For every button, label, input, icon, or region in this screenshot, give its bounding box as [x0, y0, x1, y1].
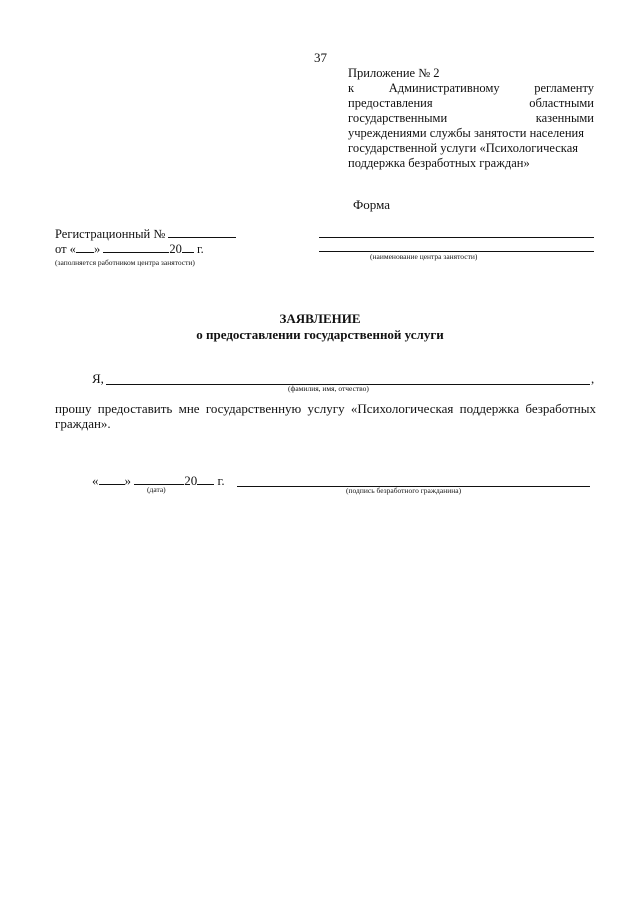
applicant-prefix: Я, — [92, 371, 104, 386]
appendix-line-3 — [348, 111, 594, 126]
registration-label: Регистрационный № — [55, 227, 166, 241]
date-close-quote: » — [93, 242, 101, 256]
registration-year-field[interactable] — [182, 241, 194, 253]
date-caption: (дата) — [147, 485, 166, 494]
appendix-title: Приложение № 2 — [348, 66, 440, 80]
registration-day-field[interactable] — [76, 241, 94, 253]
year-suffix: г. — [196, 242, 204, 256]
appendix-line-5: государственной услуги «Психологическая — [348, 141, 578, 155]
org-name-caption: (наименование центра занятости) — [370, 252, 478, 261]
request-text: прошу предоставить мне государственную услугу «Психологическая поддержка безработных граждан». — [55, 401, 596, 431]
date-close-quote: » — [124, 473, 131, 488]
signature-month-field[interactable] — [134, 473, 184, 485]
registration-block — [55, 226, 236, 270]
year-prefix: 20 — [184, 473, 198, 488]
appendix-word: регламенту — [534, 81, 594, 95]
registration-month-field[interactable] — [103, 241, 169, 253]
page-number: 37 — [314, 50, 327, 65]
applicant-name-caption: (фамилия, имя, отчество) — [288, 384, 369, 393]
appendix-word: областными — [529, 96, 594, 110]
appendix-header — [348, 66, 594, 171]
signature-day-field[interactable] — [99, 473, 125, 485]
appendix-word: казенными — [535, 111, 594, 125]
appendix-line-6: поддержка безработных граждан» — [348, 156, 530, 170]
appendix-word: предоставления — [348, 96, 433, 110]
appendix-line-1 — [348, 81, 594, 96]
signature-year-field[interactable] — [197, 473, 214, 485]
registration-number-row — [55, 226, 236, 241]
appendix-word: государственными — [348, 111, 448, 125]
appendix-line-4: учреждениями службы занятости населения — [348, 126, 584, 140]
appendix-line-2 — [348, 96, 594, 111]
document-title: ЗАЯВЛЕНИЕ — [279, 311, 361, 326]
date-open-quote: « — [92, 473, 99, 488]
registration-caption: (заполняется работником центра занятости) — [55, 258, 195, 267]
applicant-suffix: , — [591, 371, 595, 386]
year-prefix: 20 — [169, 242, 182, 256]
org-name-line-1[interactable] — [319, 237, 594, 238]
appendix-word: Административному — [388, 81, 500, 95]
appendix-word: к — [348, 81, 355, 95]
registration-number-field[interactable] — [168, 226, 236, 238]
date-open-quote: от « — [55, 242, 76, 256]
year-suffix: г. — [217, 473, 225, 488]
registration-date-row — [55, 241, 236, 256]
document-subtitle: о предоставлении государственной услуги — [196, 327, 444, 342]
form-label: Форма — [353, 197, 390, 212]
signature-caption: (подпись безработного гражданина) — [346, 486, 462, 495]
